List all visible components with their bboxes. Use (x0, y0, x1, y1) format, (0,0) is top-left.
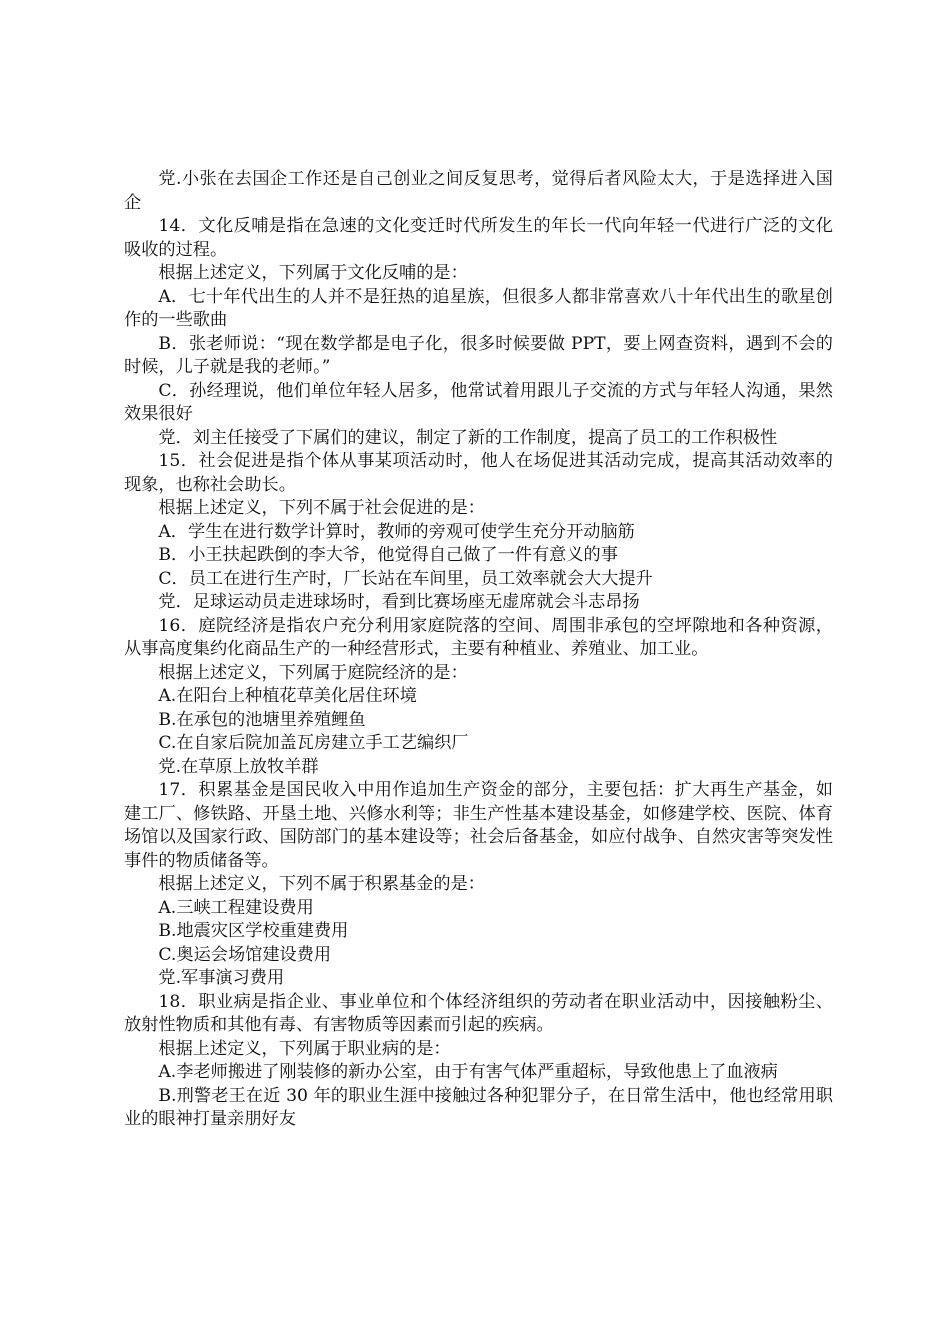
paragraph: 15．社会促进是指个体从事某项活动时，他人在场促进其活动完成，提高其活动效率的现象，也称社会助长。 (124, 451, 833, 495)
paragraph: 党．足球运动员走进球场时，看到比赛场座无虚席就会斗志昂扬 (158, 592, 640, 612)
paragraph: A.三峡工程建设费用 (158, 897, 314, 918)
paragraph: 党．刘主任接受了下属们的建议，制定了新的工作制度，提高了员工的工作积极性 (158, 427, 778, 448)
paragraph: 根据上述定义，下列属于庭院经济的是： (158, 662, 468, 683)
paragraph: A．七十年代出生的人并不是狂热的追星族，但很多人都非常喜欢八十年代出生的歌星创作的一些歌曲 (124, 286, 833, 330)
paragraph: B.刑警老王在近 30 年的职业生涯中接触过各种犯罪分子，在日常生活中，他也经常用职业的眼神打量亲朋好友 (124, 1085, 833, 1129)
paragraph: 党.在草原上放牧羊群 (158, 756, 319, 777)
paragraph: B.地震灾区学校重建费用 (158, 921, 349, 941)
paragraph: A.在阳台上种植花草美化居住环境 (158, 686, 417, 706)
paragraph: 17．积累基金是国民收入中用作追加生产资金的部分，主要包括：扩大再生产基金，如建工厂、修铁路、开垦土地、兴修水利等；非生产性基本建设基金，如修建学校、医院、体育场馆以及国家行政、国防部门的基本建设等；社会后备基金，如应付战争、自然灾害等突发性事件的物质储备等。 (124, 780, 833, 871)
paragraph: C．员工在进行生产时，厂长站在车间里，员工效率就会大大提升 (158, 568, 653, 589)
paragraph: 14．文化反哺是指在急速的文化变迁时代所发生的年长一代向年轻一代进行广泛的文化吸收的过程。 (124, 216, 833, 260)
paragraph: 根据上述定义，下列属于文化反哺的是： (158, 263, 468, 283)
paragraph: 党.小张在去国企工作还是自己创业之间反复思考，觉得后者风险太大，于是选择进入国企 (124, 169, 833, 213)
paragraph: 根据上述定义，下列不属于积累基金的是： (158, 874, 485, 894)
paragraph: 18．职业病是指企业、事业单位和个体经济组织的劳动者在职业活动中，因接触粉尘、放射性物质和其他有毒、有害物质等因素而引起的疾病。 (124, 991, 833, 1035)
paragraph: 16．庭院经济是指农户充分利用家庭院落的空间、周围非承包的空坪隙地和各种资源，从事高度集约化商品生产的一种经营形式，主要有种植业、养殖业、加工业。 (124, 615, 833, 659)
paragraph: 根据上述定义，下列不属于社会促进的是： (158, 498, 485, 518)
paragraph: 根据上述定义，下列属于职业病的是： (158, 1038, 451, 1059)
paragraph: C．孙经理说，他们单位年轻人居多，他常试着用跟儿子交流的方式与年轻人沟通，果然效果很好 (124, 380, 833, 424)
paragraph: B．张老师说：“现在数学都是电子化，很多时候要做 PPT，要上网查资料，遇到不会的时候，儿子就是我的老师。” (124, 333, 833, 377)
paragraph: B.在承包的池塘里养殖鲤鱼 (158, 709, 366, 730)
paragraph: 党.军事演习费用 (158, 968, 285, 988)
document-body (124, 168, 833, 1132)
paragraph: C.在自家后院加盖瓦房建立手工艺编织厂 (158, 733, 469, 753)
paragraph: C.奥运会场馆建设费用 (158, 944, 332, 965)
paragraph: A．学生在进行数学计算时，教师的旁观可使学生充分开动脑筋 (158, 521, 635, 542)
paragraph: A.李老师搬进了刚装修的新办公室，由于有害气体严重超标，导致他患上了血液病 (158, 1062, 778, 1082)
paragraph: B．小王扶起跌倒的李大爷，他觉得自己做了一件有意义的事 (158, 545, 618, 565)
